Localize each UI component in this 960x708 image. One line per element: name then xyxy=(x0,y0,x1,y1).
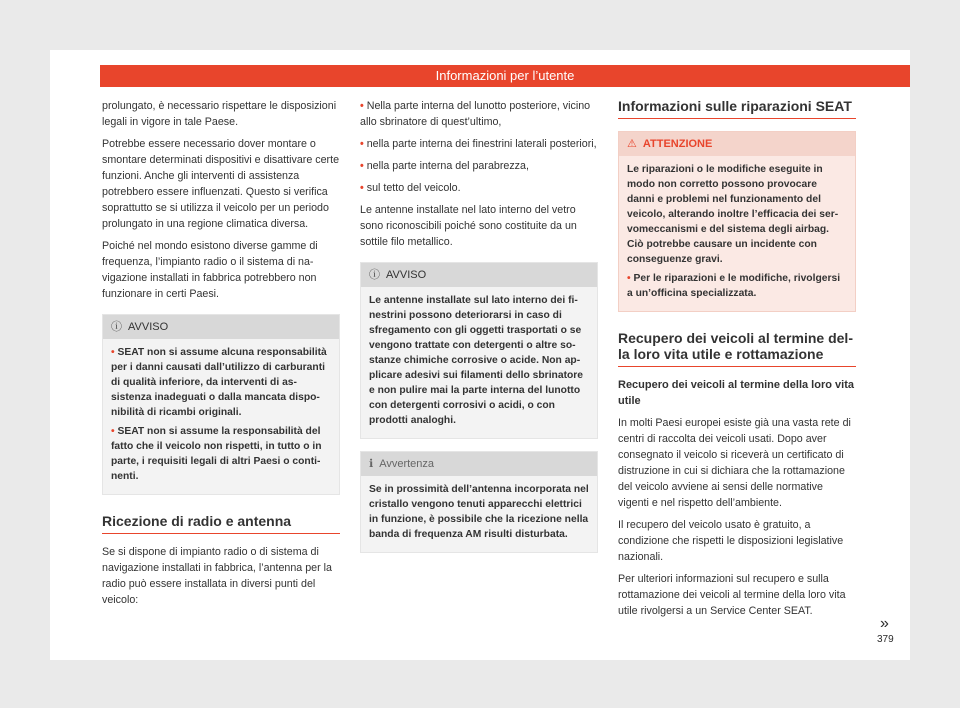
bullet-icon: • xyxy=(360,100,364,112)
bullet-icon: • xyxy=(111,347,115,358)
attenzione-text: Le riparazioni o le modifiche eseguite in modo non corretto possono provocare danni e problemi nel funzionamento del veicolo, alterando inoltre l’efficacia dei servomeccanismi e del sistema degli airbag. Ciò potrebbe causare un incidente con conseguenze gravi. xyxy=(627,164,839,265)
paragraph: prolungato, è necessario rispettare le disposizioni legali in vigore in tale Paese. xyxy=(102,100,337,128)
attenzione-bullet: Per le riparazioni e le modifiche, rivolgersi a un’officina specializzata. xyxy=(627,273,841,299)
section-title: Recupero dei veicoli al termine della loro vita utile e rottamazione xyxy=(618,330,856,367)
section-title: Ricezione di radio e antenna xyxy=(102,513,340,534)
paragraph: Le antenne installate nel lato interno del vetro sono riconoscibili poiché sono costituite da un sottile filo metallico. xyxy=(360,204,577,248)
note-icon: ℹ xyxy=(369,458,374,470)
note-text: Se in prossimità dell’antenna incorporata nel cristallo vengono tenuti apparecchi elettrici in funzione, è possibile che la ricezione nella banda di frequenza AM risulti disturbata. xyxy=(369,484,589,540)
page-number: 379 xyxy=(877,634,894,645)
bullet-icon: • xyxy=(360,182,364,194)
page-header: Informazioni per l’utente xyxy=(100,65,910,87)
note-title: Avvertenza xyxy=(379,458,435,470)
list-item: sul tetto del veicolo. xyxy=(366,182,461,194)
list-item: nella parte interna dei finestrini laterali posteriori, xyxy=(366,138,597,150)
paragraph: Poiché nel mondo esistono diverse gamme di frequenza, l’impianto radio o il sistema di navigazione installati in fabbrica potrebbero non funzionare in certi Paesi. xyxy=(102,240,318,300)
note-box xyxy=(360,451,598,553)
avviso-box xyxy=(360,262,598,439)
paragraph: Se si dispone di impianto radio o di sistema di navigazione installati in fabbrica, l’antenna per la radio può essere installata in diversi punti del veicolo: xyxy=(102,546,332,606)
page xyxy=(50,50,910,660)
column-right xyxy=(618,98,856,625)
subheading: Recupero dei veicoli al termine della loro vita utile xyxy=(618,379,854,407)
list-item: nella parte interna del parabrezza, xyxy=(366,160,529,172)
list-item: Nella parte interna del lunotto posteriore, vicino allo sbrinatore di quest’ultimo, xyxy=(360,100,591,128)
section-title: Informazioni sulle riparazioni SEAT xyxy=(618,98,856,119)
paragraph: Per ulteriori informazioni sul recupero e sulla rottamazione dei veicoli al termine della loro vita utile rivolgersi a un Service Center SEAT. xyxy=(618,573,846,617)
bullet-icon: • xyxy=(627,273,631,284)
column-middle xyxy=(360,98,598,565)
info-icon: ⓘ xyxy=(369,269,380,281)
bullet-icon: • xyxy=(111,426,115,437)
avviso-bullet: SEAT non si assume alcuna responsabilità per i danni causati dall’utilizzo di carburanti di qualità inferiore, da interventi di assistenza inadeguati o dalla mancata disponibilità di ricambi originali. xyxy=(111,347,327,418)
bullet-icon: • xyxy=(360,160,364,172)
paragraph: Il recupero del veicolo usato è gratuito, a condizione che rispetti le disposizioni legislative nazionali. xyxy=(618,519,844,563)
avviso-title: AVVISO xyxy=(386,269,427,281)
info-icon: ⓘ xyxy=(111,321,122,333)
avviso-bullet: SEAT non si assume la responsabilità del fatto che il veicolo non rispetti, in tutto o in parte, i requisiti legali di altri Paesi o continenti. xyxy=(111,426,322,482)
avviso-text: Le antenne installate sul lato interno dei finestrini possono deteriorarsi in caso di sfregamento con gli oggetti trasportati o se vengono trattate con detergenti o altre sostanze chimiche corrosive o acide. Non applicare adesivi sui filamenti dello sbrinatore e non pulire mai la parte interna del lunotto con detergenti corrosivi o acidi, o con prodotti analoghi. xyxy=(369,295,584,426)
paragraph: Potrebbe essere necessario dover montare o smontare determinati dispositivi e disattivare certe funzioni. Anche gli interventi di assistenza potrebbero essere influenzati. Questo si verifica soprattutto se si utilizza il veicolo per un periodo prolungato in una regione climatica diversa. xyxy=(102,138,340,230)
bullet-icon: • xyxy=(360,138,364,150)
column-left xyxy=(102,98,340,614)
attenzione-title: ATTENZIONE xyxy=(642,138,713,150)
continue-chevron-icon: » xyxy=(880,615,889,632)
attenzione-box xyxy=(618,131,856,312)
paragraph: In molti Paesi europei esiste già una vasta rete di centri di raccolta dei veicoli usati. Dopo aver consegnato il veicolo si riceverà un certificato di distruzione in cui si dichiara che la rottamazione del veicolo avviene ai sensi delle normative vigenti e nel rispetto dell’ambiente. xyxy=(618,417,851,509)
warning-icon: ⚠ xyxy=(627,138,637,150)
avviso-title: AVVISO xyxy=(128,321,169,333)
avviso-box xyxy=(102,314,340,495)
